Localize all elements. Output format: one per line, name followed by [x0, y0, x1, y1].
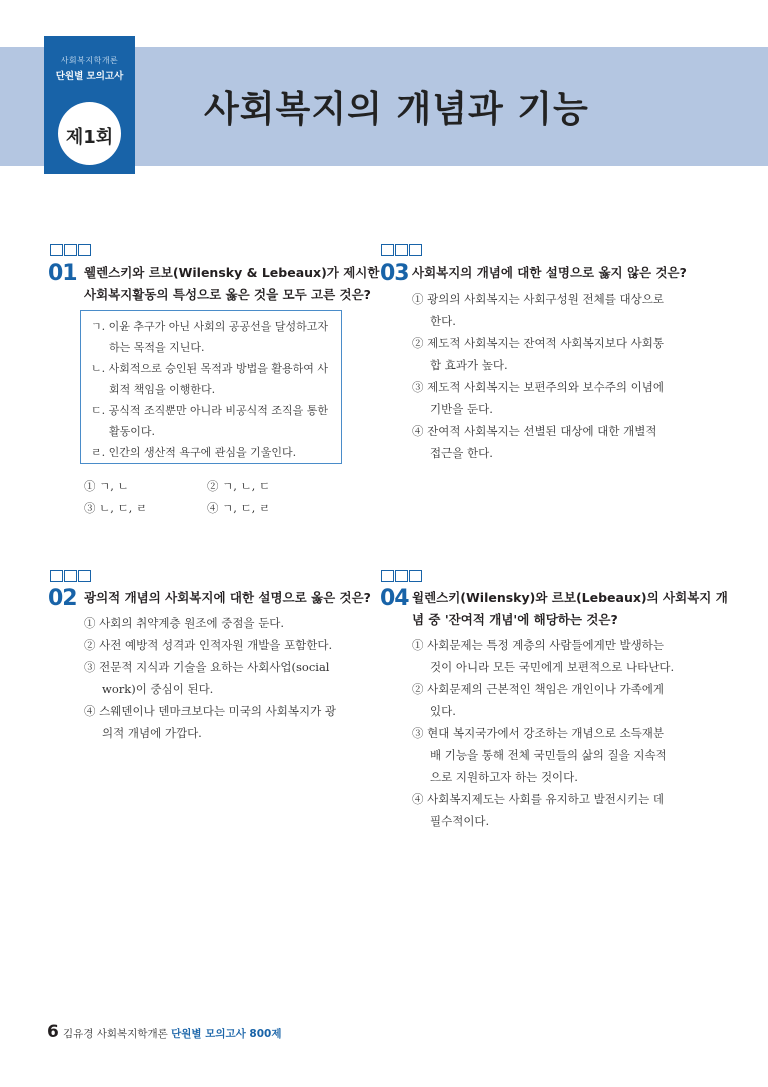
- exam-type-label: 단원별 모의고사: [55, 71, 124, 82]
- answer-option[interactable]: [412, 420, 682, 464]
- answer-option[interactable]: [412, 722, 687, 788]
- option-line: 접근을 한다.: [430, 446, 493, 460]
- series-label: 사회복지학개론: [60, 56, 119, 65]
- option-line: 합 효과가 높다.: [430, 358, 508, 372]
- question-number: 02: [48, 586, 77, 611]
- checkbox[interactable]: [64, 570, 77, 582]
- question-stem-line: 광의적 개념의 사회복지에 대한 설명으로 옳은 것은?: [84, 590, 371, 605]
- question-stem-line: 사회복지의 개념에 대한 설명으로 옳지 않은 것은?: [412, 265, 687, 280]
- question-stem-line: 념 중 '잔여적 개념'에 해당하는 것은?: [412, 612, 618, 627]
- option-line: work)이 중심이 된다.: [102, 682, 214, 696]
- option-line: ④ 사회복지제도는 사회를 유지하고 발전시키는 데: [412, 792, 664, 806]
- statement-line: 활동이다.: [109, 425, 156, 438]
- option-line: 한다.: [430, 314, 456, 328]
- question-number: 04: [380, 586, 409, 611]
- answer-option[interactable]: [412, 788, 687, 832]
- option-line: ② 사회문제의 근본적인 책임은 개인이나 가족에게: [412, 682, 664, 696]
- option-line: ④ 스웨덴이나 덴마크보다는 미국의 사회복지가 광: [84, 704, 336, 718]
- page-title: 사회복지의 개념과 기능: [204, 89, 589, 130]
- review-checkboxes[interactable]: [50, 570, 92, 582]
- option-line: 있다.: [430, 704, 456, 718]
- answer-option[interactable]: [84, 634, 346, 656]
- option-line: ③ 제도적 사회복지는 보편주의와 보수주의 이념에: [412, 380, 664, 394]
- checkbox[interactable]: [409, 570, 422, 582]
- statement-item: [91, 400, 337, 442]
- option-line: 의적 개념에 가깝다.: [102, 726, 202, 740]
- answer-choice[interactable]: ① ㄱ, ㄴ: [84, 479, 129, 493]
- answer-option[interactable]: [412, 634, 687, 678]
- option-line: 기반을 둔다.: [430, 402, 493, 416]
- review-checkboxes[interactable]: [50, 244, 92, 256]
- option-line: 으로 지원하고자 하는 것이다.: [430, 770, 578, 784]
- statement-box: [80, 310, 342, 464]
- round-label: 제1회: [65, 127, 114, 148]
- answer-option[interactable]: [84, 656, 346, 700]
- answer-choice[interactable]: ④ ㄱ, ㄷ, ㄹ: [207, 501, 271, 515]
- checkbox[interactable]: [381, 244, 394, 256]
- review-checkboxes[interactable]: [381, 244, 423, 256]
- checkbox[interactable]: [409, 244, 422, 256]
- option-line: ③ 전문적 지식과 기술을 요하는 사회사업(social: [84, 660, 330, 674]
- footer-book-title: [63, 1026, 282, 1041]
- answer-choice[interactable]: ② ㄱ, ㄴ, ㄷ: [207, 479, 271, 493]
- option-line: ④ 잔여적 사회복지는 선별된 대상에 대한 개별적: [412, 424, 657, 438]
- question-stem: [412, 262, 687, 284]
- option-line: ① 광의의 사회복지는 사회구성원 전체를 대상으로: [412, 292, 664, 306]
- option-line: ① 사회의 취약계층 원조에 중점을 둔다.: [84, 616, 285, 630]
- question-number: 01: [48, 261, 77, 286]
- statement-item: [91, 358, 337, 400]
- statement-line: ㄹ. 인간의 생산적 욕구에 관심을 기울인다.: [91, 446, 297, 459]
- checkbox[interactable]: [78, 570, 91, 582]
- round-badge: [58, 102, 121, 165]
- statement-line: ㄴ. 사회적으로 승인된 목적과 방법을 활용하여 사: [91, 362, 328, 375]
- checkbox[interactable]: [78, 244, 91, 256]
- checkbox[interactable]: [50, 570, 63, 582]
- answer-choice[interactable]: ③ ㄴ, ㄷ, ㄹ: [84, 501, 148, 515]
- option-line: ② 사전 예방적 성격과 인적자원 개발을 포함한다.: [84, 638, 333, 652]
- question-number: 03: [380, 261, 409, 286]
- checkbox[interactable]: [395, 244, 408, 256]
- option-line: 것이 아니라 모든 국민에게 보편적으로 나타난다.: [430, 660, 675, 674]
- question-stem-line: 윌렌스키(Wilensky)와 르보(Lebeaux)의 사회복지 개: [412, 590, 728, 605]
- option-line: ① 사회문제는 특정 계층의 사람들에게만 발생하는: [412, 638, 664, 652]
- answer-option[interactable]: [84, 700, 346, 744]
- statement-line: ㄱ. 이윤 추구가 아닌 사회의 공공선을 달성하고자: [91, 320, 328, 333]
- option-line: ③ 현대 복지국가에서 강조하는 개념으로 소득재분: [412, 726, 664, 740]
- answer-option[interactable]: [84, 612, 346, 634]
- answer-option[interactable]: [412, 376, 682, 420]
- question-stem: [84, 587, 371, 609]
- answer-option[interactable]: [412, 678, 687, 722]
- question-stem: [84, 262, 379, 306]
- question-stem-line: 사회복지활동의 특성으로 옳은 것을 모두 고른 것은?: [84, 287, 371, 302]
- round-tag: [44, 36, 135, 174]
- answer-option[interactable]: [412, 288, 682, 332]
- question-stem-line: 웰렌스키와 르보(Wilensky & Lebeaux)가 제시한: [84, 265, 380, 280]
- checkbox[interactable]: [64, 244, 77, 256]
- option-line: ② 제도적 사회복지는 잔여적 사회복지보다 사회통: [412, 336, 664, 350]
- question-stem: [412, 587, 728, 631]
- option-line: 필수적이다.: [430, 814, 490, 828]
- checkbox[interactable]: [50, 244, 63, 256]
- statement-item: [91, 442, 337, 463]
- checkbox[interactable]: [381, 570, 394, 582]
- review-checkboxes[interactable]: [381, 570, 423, 582]
- option-line: 배 기능을 통해 전체 국민들의 삶의 질을 지속적: [430, 748, 667, 762]
- footer-book-highlight: 단원별 모의고사 800제: [171, 1028, 282, 1040]
- statement-line: 회적 책임을 이행한다.: [109, 383, 216, 396]
- page-number: 6: [47, 1022, 59, 1042]
- statement-line: ㄷ. 공식적 조직뿐만 아니라 비공식적 조직을 통한: [91, 404, 328, 417]
- checkbox[interactable]: [395, 570, 408, 582]
- statement-line: 하는 목적을 지닌다.: [109, 341, 205, 354]
- answer-option[interactable]: [412, 332, 682, 376]
- footer-book-name: 김유경 사회복지학개론: [63, 1028, 168, 1040]
- statement-item: [91, 316, 337, 358]
